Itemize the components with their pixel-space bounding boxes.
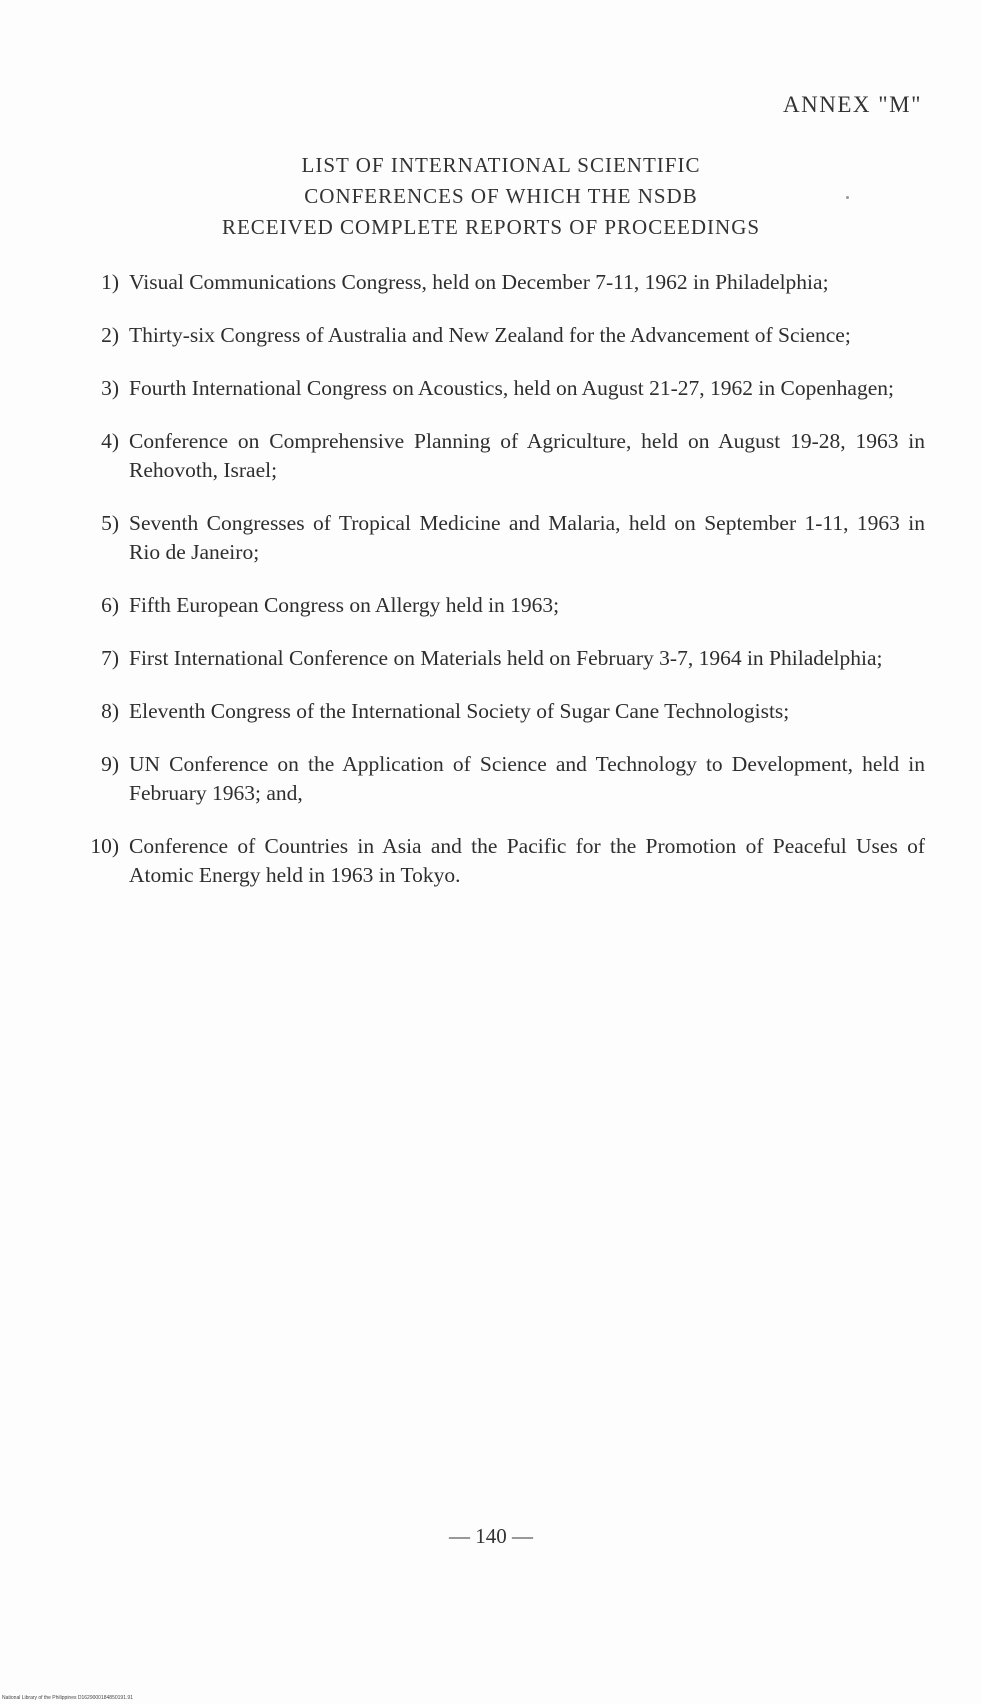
document-title <box>0 150 982 243</box>
list-item-number: 6) <box>101 593 119 617</box>
page-number: — 140 — <box>449 1524 533 1548</box>
list-item-text: Fourth International Congress on Acoustics, held on August 21-27, 1962 in Copenhagen; <box>129 376 894 400</box>
list-item-number: 2) <box>101 323 119 347</box>
list-item-number: 3) <box>101 376 119 400</box>
list-item-number: 5) <box>101 511 119 535</box>
list-item-text: Fifth European Congress on Allergy held in 1963; <box>129 593 560 617</box>
list-item-text: First International Conference on Materials held on February 3-7, 1964 in Philadelphia; <box>129 646 883 670</box>
footer-stamp: National Library of the Philippines D1629000184850191.91 <box>2 1695 133 1701</box>
list-item <box>85 644 925 673</box>
title-line-1: LIST OF INTERNATIONAL SCIENTIFIC <box>301 153 701 177</box>
list-item-text: Thirty-six Congress of Australia and New Zealand for the Advancement of Science; <box>129 323 851 347</box>
list-item-text: UN Conference on the Application of Science and Technology to Development, held in February 1963; and, <box>129 752 925 805</box>
title-line-3: RECEIVED COMPLETE REPORTS OF PROCEEDINGS <box>221 215 761 239</box>
list-item-text: Seventh Congresses of Tropical Medicine and Malaria, held on September 1-11, 1963 in Rio de Janeiro; <box>129 511 925 564</box>
list-item <box>85 509 925 567</box>
list-item <box>85 591 925 620</box>
list-item-number: 4) <box>101 429 119 453</box>
title-line-2: CONFERENCES OF WHICH THE NSDB <box>304 184 698 208</box>
list-item <box>85 321 925 350</box>
list-item-text: Eleventh Congress of the International Society of Sugar Cane Technologists; <box>129 699 790 723</box>
list-item <box>85 268 925 297</box>
list-item-number: 7) <box>101 646 119 670</box>
list-item <box>85 750 925 808</box>
annex-label: ANNEX "M" <box>783 92 922 117</box>
list-item-number: 8) <box>101 699 119 723</box>
list-item-text: Visual Communications Congress, held on December 7-11, 1962 in Philadelphia; <box>129 270 829 294</box>
list-item <box>85 832 925 890</box>
list-item-text: Conference of Countries in Asia and the Pacific for the Promotion of Peaceful Uses of Atomic Energy held in 1963 in Tokyo. <box>129 834 925 887</box>
list-item-text: Conference on Comprehensive Planning of Agriculture, held on August 19-28, 1963 in Rehovoth, Israel; <box>129 429 925 482</box>
list-item-number: 10) <box>90 834 119 858</box>
list-item <box>85 697 925 726</box>
list-item <box>85 427 925 485</box>
conference-list <box>85 268 925 914</box>
list-item-number: 1) <box>101 270 119 294</box>
list-item <box>85 374 925 403</box>
scan-speck <box>846 196 849 199</box>
list-item-number: 9) <box>101 752 119 776</box>
